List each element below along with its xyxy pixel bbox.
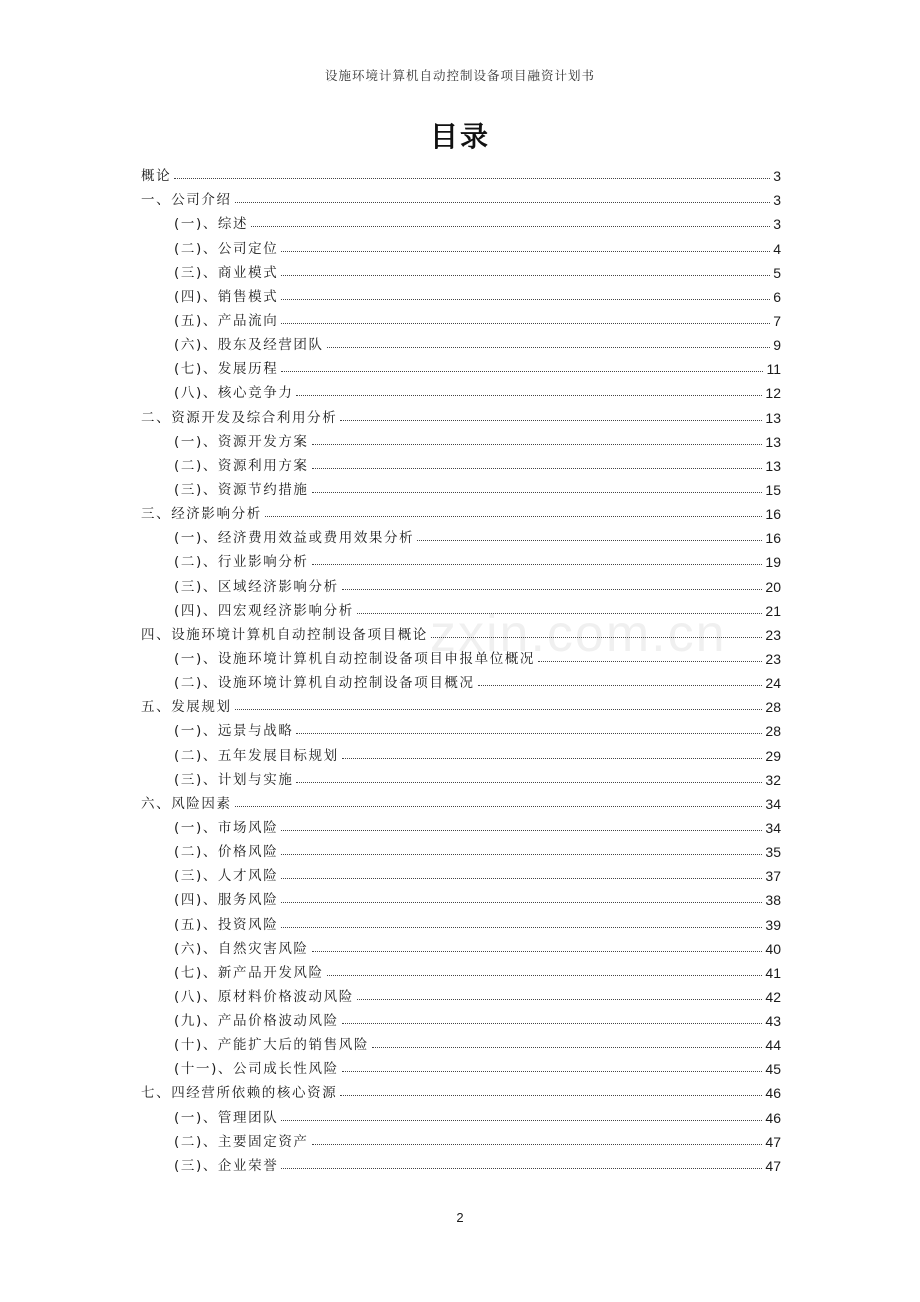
toc-entry-page: 35: [765, 844, 781, 861]
toc-leader-dots: [281, 878, 762, 879]
toc-entry-label: (五)、产品流向: [174, 312, 279, 329]
toc-entry[interactable]: [141, 691, 781, 715]
toc-entry-label: (三)、区域经济影响分析: [174, 578, 339, 595]
running-header: 设施环境计算机自动控制设备项目融资计划书: [324, 68, 595, 83]
toc-entry-label: (五)、投资风险: [174, 916, 279, 933]
toc-leader-dots: [281, 902, 762, 903]
toc-entry[interactable]: [141, 739, 781, 763]
toc-leader-dots: [538, 661, 762, 662]
toc-entry[interactable]: [141, 281, 781, 305]
toc-entry[interactable]: [141, 353, 781, 377]
toc-leader-dots: [312, 444, 763, 445]
toc-entry-page: 39: [765, 916, 781, 933]
toc-entry-page: 43: [765, 1013, 781, 1030]
toc-entry[interactable]: [141, 908, 781, 932]
toc-entry-page: 40: [765, 940, 781, 957]
toc-entry[interactable]: [141, 860, 781, 884]
toc-entry-page: 47: [765, 1133, 781, 1150]
toc-entry[interactable]: [141, 184, 781, 208]
table-of-contents: [141, 160, 781, 1174]
toc-entry[interactable]: [141, 570, 781, 594]
toc-entry-page: 38: [765, 892, 781, 909]
toc-entry-page: 13: [765, 409, 781, 426]
toc-leader-dots: [281, 830, 762, 831]
toc-leader-dots: [281, 1120, 762, 1121]
toc-entry-label: (一)、经济费用效益或费用效果分析: [174, 530, 415, 547]
toc-entry-label: (九)、产品价格波动风险: [174, 1013, 339, 1030]
toc-entry-label: (三)、计划与实施: [174, 771, 294, 788]
toc-leader-dots: [281, 323, 770, 324]
toc-entry-page: 34: [765, 795, 781, 812]
toc-entry-page: 3: [773, 192, 781, 209]
toc-entry-page: 21: [765, 602, 781, 619]
toc-leader-dots: [281, 251, 770, 252]
toc-entry[interactable]: [141, 401, 781, 425]
toc-entry-page: 44: [765, 1037, 781, 1054]
toc-entry-label: (三)、资源节约措施: [174, 481, 309, 498]
toc-entry-label: (六)、自然灾害风险: [174, 940, 309, 957]
toc-entry[interactable]: [141, 933, 781, 957]
toc-leader-dots: [235, 202, 771, 203]
toc-entry[interactable]: [141, 812, 781, 836]
toc-leader-dots: [265, 516, 763, 517]
toc-entry-label: 六、风险因素: [141, 795, 232, 812]
toc-entry-label: (四)、四宏观经济影响分析: [174, 602, 354, 619]
toc-leader-dots: [342, 758, 763, 759]
toc-entry[interactable]: [141, 1005, 781, 1029]
toc-entry-label: (八)、核心竞争力: [174, 385, 294, 402]
toc-entry-page: 7: [773, 312, 781, 329]
toc-leader-dots: [312, 564, 763, 565]
toc-leader-dots: [372, 1047, 762, 1048]
toc-leader-dots: [431, 637, 763, 638]
toc-leader-dots: [312, 951, 763, 952]
toc-entry-label: 二、资源开发及综合利用分析: [141, 409, 338, 426]
toc-entry-page: 11: [766, 361, 781, 378]
toc-leader-dots: [174, 178, 770, 179]
toc-entry-page: 29: [765, 747, 781, 764]
toc-entry-page: 16: [765, 530, 781, 547]
toc-entry[interactable]: [141, 1029, 781, 1053]
toc-entry-page: 42: [765, 988, 781, 1005]
toc-entry-page: 23: [765, 650, 781, 667]
toc-entry-page: 46: [765, 1109, 781, 1126]
toc-entry[interactable]: [141, 595, 781, 619]
watermark: zxin.com.cn: [430, 605, 727, 663]
toc-leader-dots: [312, 468, 763, 469]
toc-leader-dots: [281, 854, 762, 855]
toc-entry-label: (二)、主要固定资产: [174, 1133, 309, 1150]
toc-entry[interactable]: [141, 257, 781, 281]
toc-leader-dots: [281, 1168, 762, 1169]
toc-entry[interactable]: [141, 667, 781, 691]
page-number: 2: [456, 1210, 464, 1225]
toc-leader-dots: [342, 1023, 763, 1024]
toc-entry[interactable]: [141, 619, 781, 643]
toc-entry[interactable]: [141, 522, 781, 546]
toc-entry-label: (二)、设施环境计算机自动控制设备项目概况: [174, 675, 475, 692]
toc-entry-page: 5: [773, 264, 781, 281]
toc-entry[interactable]: [141, 546, 781, 570]
toc-entry[interactable]: [141, 426, 781, 450]
toc-leader-dots: [281, 275, 770, 276]
toc-entry-page: 19: [765, 554, 781, 571]
toc-leader-dots: [235, 709, 763, 710]
toc-entry[interactable]: [141, 208, 781, 232]
toc-leader-dots: [357, 999, 763, 1000]
toc-entry-label: 七、四经营所依赖的核心资源: [141, 1085, 338, 1102]
toc-entry-label: (六)、股东及经营团队: [174, 337, 324, 354]
toc-entry-page: 47: [765, 1157, 781, 1174]
toc-entry-label: (八)、原材料价格波动风险: [174, 988, 354, 1005]
toc-entry[interactable]: [141, 305, 781, 329]
toc-entry-label: (一)、远景与战略: [174, 723, 294, 740]
toc-leader-dots: [327, 975, 763, 976]
toc-entry[interactable]: [141, 1101, 781, 1125]
toc-entry-page: 45: [765, 1061, 781, 1078]
toc-entry[interactable]: [141, 450, 781, 474]
toc-leader-dots: [235, 806, 763, 807]
toc-entry-page: 9: [773, 337, 781, 354]
toc-entry-page: 23: [765, 626, 781, 643]
toc-entry-page: 13: [765, 457, 781, 474]
toc-entry-label: (三)、企业荣誉: [174, 1157, 279, 1174]
toc-leader-dots: [417, 540, 762, 541]
toc-leader-dots: [327, 347, 771, 348]
toc-entry-page: 28: [765, 699, 781, 716]
toc-leader-dots: [296, 733, 762, 734]
toc-entry[interactable]: [141, 981, 781, 1005]
toc-entry-label: (一)、资源开发方案: [174, 433, 309, 450]
toc-entry[interactable]: [141, 788, 781, 812]
toc-leader-dots: [251, 226, 770, 227]
toc-entry-label: 四、设施环境计算机自动控制设备项目概论: [141, 626, 428, 643]
toc-leader-dots: [312, 492, 763, 493]
toc-entry-label: (十)、产能扩大后的销售风险: [174, 1037, 369, 1054]
toc-entry-page: 46: [765, 1085, 781, 1102]
toc-entry-page: 12: [765, 385, 781, 402]
toc-entry[interactable]: [141, 957, 781, 981]
toc-entry-page: 13: [765, 433, 781, 450]
toc-entry-page: 4: [773, 240, 781, 257]
toc-entry-label: (四)、销售模式: [174, 288, 279, 305]
toc-entry-label: (三)、人才风险: [174, 868, 279, 885]
toc-entry[interactable]: [141, 1126, 781, 1150]
toc-entry-label: 概论: [141, 168, 172, 185]
toc-entry-label: (一)、综述: [174, 216, 249, 233]
toc-leader-dots: [281, 299, 770, 300]
toc-entry-label: (一)、管理团队: [174, 1109, 279, 1126]
toc-entry-label: (二)、资源利用方案: [174, 457, 309, 474]
toc-entry-page: 32: [765, 771, 781, 788]
toc-entry-page: 37: [765, 868, 781, 885]
toc-entry-page: 20: [765, 578, 781, 595]
toc-leader-dots: [342, 1071, 763, 1072]
toc-leader-dots: [342, 589, 763, 590]
toc-entry[interactable]: [141, 160, 781, 184]
toc-entry[interactable]: [141, 498, 781, 522]
toc-entry-page: 41: [765, 964, 781, 981]
toc-leader-dots: [340, 1095, 762, 1096]
toc-leader-dots: [281, 927, 762, 928]
toc-entry-label: 五、发展规划: [141, 699, 232, 716]
toc-entry[interactable]: [141, 1150, 781, 1174]
toc-leader-dots: [340, 420, 762, 421]
toc-entry-page: 28: [765, 723, 781, 740]
toc-entry[interactable]: [141, 377, 781, 401]
toc-leader-dots: [357, 613, 763, 614]
toc-entry-label: (三)、商业模式: [174, 264, 279, 281]
toc-entry-label: (七)、新产品开发风险: [174, 964, 324, 981]
toc-leader-dots: [296, 782, 762, 783]
toc-entry[interactable]: [141, 764, 781, 788]
toc-entry[interactable]: [141, 884, 781, 908]
toc-leader-dots: [296, 395, 762, 396]
toc-title: 目录: [429, 120, 490, 153]
toc-entry-label: (二)、行业影响分析: [174, 554, 309, 571]
toc-entry-page: 6: [773, 288, 781, 305]
toc-entry-label: (四)、服务风险: [174, 892, 279, 909]
toc-entry-label: (二)、公司定位: [174, 240, 279, 257]
toc-entry[interactable]: [141, 1077, 781, 1101]
toc-entry-page: 24: [765, 675, 781, 692]
toc-leader-dots: [312, 1144, 763, 1145]
toc-entry[interactable]: [141, 1053, 781, 1077]
toc-entry-label: (十一)、公司成长性风险: [174, 1061, 339, 1078]
toc-entry-label: (一)、设施环境计算机自动控制设备项目申报单位概况: [174, 650, 536, 667]
toc-entry[interactable]: [141, 232, 781, 256]
toc-entry-page: 16: [765, 506, 781, 523]
toc-entry-label: 三、经济影响分析: [141, 506, 262, 523]
toc-entry-label: (七)、发展历程: [174, 361, 279, 378]
toc-leader-dots: [478, 685, 763, 686]
toc-entry[interactable]: [141, 329, 781, 353]
toc-entry[interactable]: [141, 643, 781, 667]
toc-entry-page: 3: [773, 168, 781, 185]
toc-entry[interactable]: [141, 715, 781, 739]
toc-entry-label: (一)、市场风险: [174, 819, 279, 836]
toc-entry-label: 一、公司介绍: [141, 192, 232, 209]
toc-entry-label: (二)、五年发展目标规划: [174, 747, 339, 764]
toc-leader-dots: [281, 371, 763, 372]
toc-entry-label: (二)、价格风险: [174, 844, 279, 861]
toc-entry[interactable]: [141, 836, 781, 860]
toc-entry[interactable]: [141, 474, 781, 498]
toc-entry-page: 15: [765, 481, 781, 498]
toc-entry-page: 3: [773, 216, 781, 233]
toc-entry-page: 34: [765, 819, 781, 836]
